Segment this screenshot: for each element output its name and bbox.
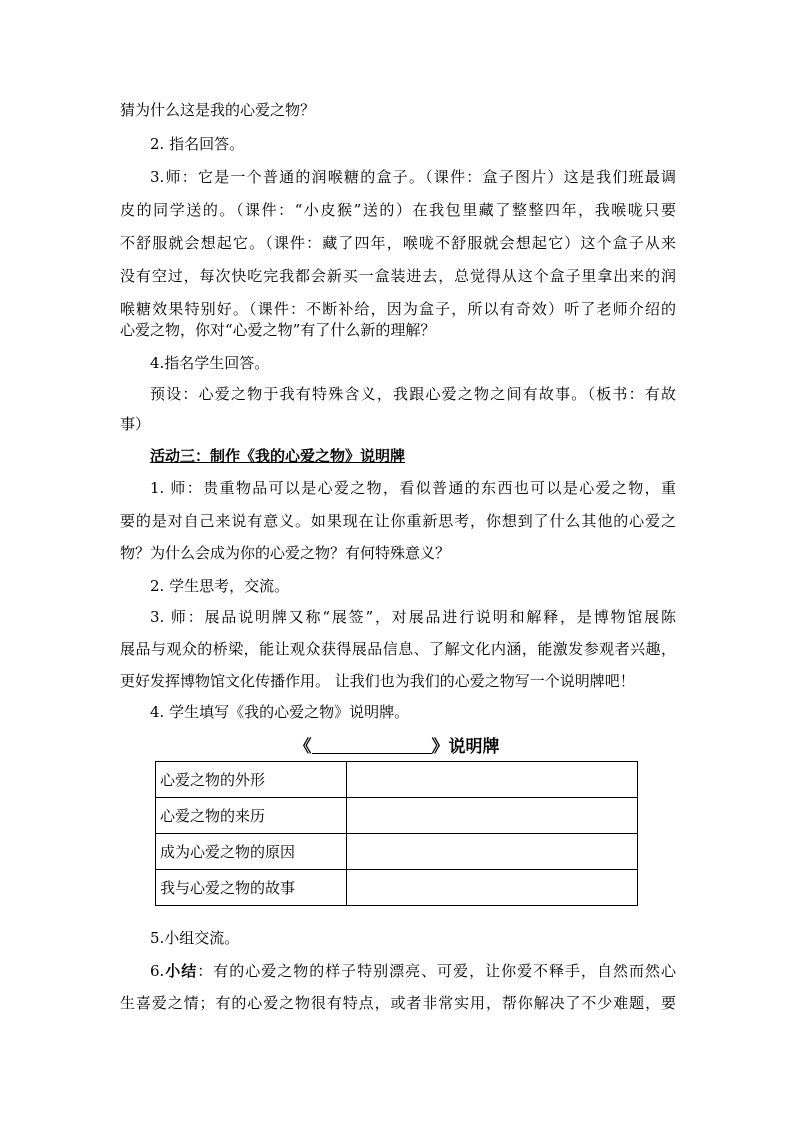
- paragraph-line: 物？为什么会成为你的心爱之物？有何特殊意义？: [120, 544, 451, 562]
- card-title-open: 《: [294, 737, 312, 757]
- row-value-cell[interactable]: [347, 762, 638, 798]
- card-title-blank[interactable]: [312, 737, 432, 754]
- row-label: 我与心爱之物的故事: [156, 870, 347, 906]
- table-row: [156, 870, 638, 906]
- paragraph-line: 展品与观众的桥梁，能让观众获得展品信息、了解文化内涵，能激发参观者兴趣，: [120, 640, 676, 658]
- row-value-cell[interactable]: [347, 798, 638, 834]
- paragraph-line: 4. 学生填写《我的心爱之物》说明牌。: [150, 703, 410, 721]
- row-label: 心爱之物的外形: [156, 762, 347, 798]
- paragraph-line: 3.师：它是一个普通的润喉糖的盒子。（课件：盒子图片）这是我们班最调: [150, 168, 676, 186]
- summary-text: ：有的心爱之物的样子特别漂亮、可爱，让你爱不释手，自然而然心: [197, 962, 676, 980]
- activity-heading-text: 活动三：制作《我的心爱之物》说明牌: [150, 447, 406, 465]
- paragraph-line: [150, 961, 676, 981]
- paragraph-line: 4.指名学生回答。: [150, 354, 270, 372]
- paragraph-line: 没有空过，每次快吃完我都会新买一盒装进去，总觉得从这个盒子里拿出来的润: [120, 267, 676, 285]
- summary-label: 小结: [164, 962, 198, 980]
- table-row: [156, 798, 638, 834]
- paragraph-line: 喉糖效果特别好。（课件：不断补给，因为盒子，所以有奇效）听了老师介绍的: [120, 300, 676, 318]
- card-title: [0, 732, 794, 757]
- paragraph-line: 2. 指名回答。: [150, 135, 245, 153]
- explanation-card-table: [155, 761, 638, 906]
- table-row: [156, 762, 638, 798]
- paragraph-line: 猜为什么这是我的心爱之物？: [120, 101, 316, 119]
- paragraph-line: 2. 学生思考，交流。: [150, 577, 290, 595]
- paragraph-line: 生喜爱之情；有的心爱之物很有特点，或者非常实用，帮你解决了不少难题，要: [120, 994, 676, 1012]
- paragraph-line: 更好发挥博物馆文化传播作用。 让我们也为我们的心爱之物写一个说明牌吧！: [120, 672, 635, 690]
- item-number: 6.: [150, 962, 165, 980]
- paragraph-line: 事）: [120, 415, 151, 433]
- paragraph-line: 要的是对自己来说有意义。如果现在让你重新思考，你想到了什么其他的心爱之: [120, 512, 676, 530]
- paragraph-line: 3. 师：展品说明牌又称“展签”，对展品进行说明和解释，是博物馆展陈: [150, 608, 676, 626]
- paragraph-line: 皮的同学送的。（课件：“小皮猴”送的）在我包里藏了整整四年，我喉咙只要: [120, 201, 676, 219]
- row-value-cell[interactable]: [347, 834, 638, 870]
- paragraph-line: 1. 师：贵重物品可以是心爱之物，看似普通的东西也可以是心爱之物，重: [150, 479, 676, 497]
- row-label: 成为心爱之物的原因: [156, 834, 347, 870]
- table-row: [156, 834, 638, 870]
- paragraph-line: 心爱之物，你对“心爱之物”有了什么新的理解？: [120, 321, 436, 339]
- card-title-close: 》说明牌: [431, 737, 500, 757]
- activity-heading: [150, 446, 405, 466]
- paragraph-line: 预设：心爱之物于我有特殊含义，我跟心爱之物之间有故事。（板书：有故: [150, 385, 676, 403]
- row-value-cell[interactable]: [347, 870, 638, 906]
- paragraph-line: 5.小组交流。: [150, 929, 240, 947]
- paragraph-line: 不舒服就会想起它。（课件：藏了四年，喉咙不舒服就会想起它）这个盒子从来: [120, 234, 676, 252]
- row-label: 心爱之物的来历: [156, 798, 347, 834]
